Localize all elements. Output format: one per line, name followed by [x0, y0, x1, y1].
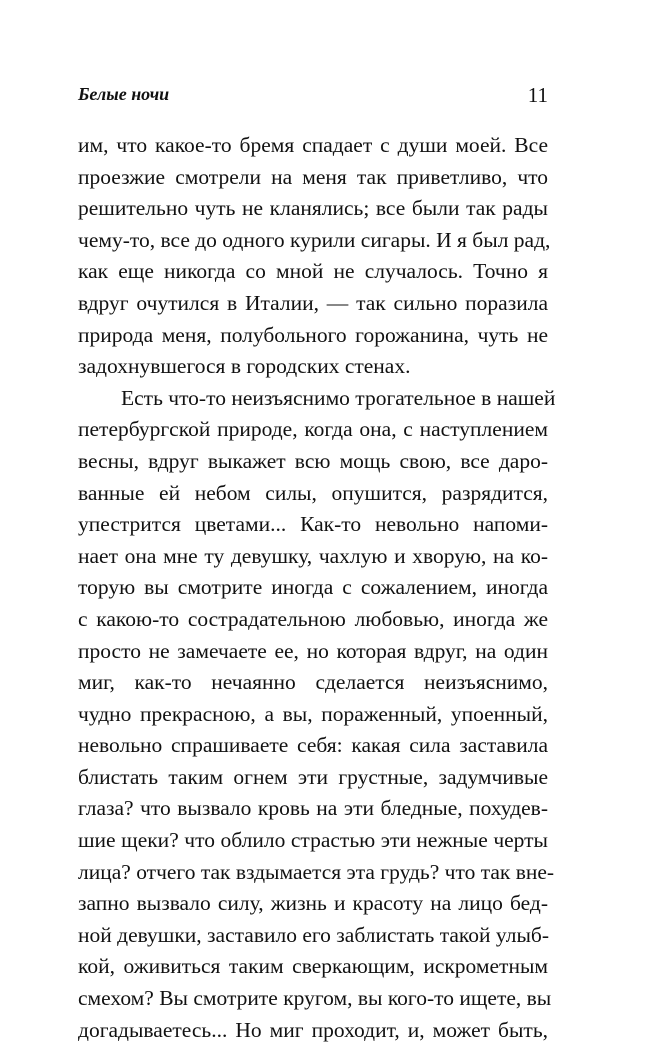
text-line: просто не замечаете ее, но которая вдруг, на один — [78, 638, 548, 663]
text-line: с какою-то сострадательною любовью, иногда же — [78, 606, 548, 631]
text-line: весны, вдруг выкажет всю мощь свою, все даро- — [78, 448, 548, 473]
text-line: вдруг очутился в Италии, — так сильно поразила — [78, 290, 548, 315]
text-line: догадываетесь... Но миг проходит, и, может быть, — [78, 1017, 548, 1042]
text-line: шие щеки? что облило страстью эти нежные черты — [78, 828, 548, 853]
body-text — [78, 130, 556, 1046]
text-line: проезжие смотрели на меня так приветливо, что — [78, 164, 548, 189]
text-line: запно вызвало силу, жизнь и красоту на лицо бед- — [78, 891, 548, 916]
text-line: им, что какое-то бремя спадает с души моей. Все — [78, 133, 548, 157]
text-line: упестрится цветами... Как-то невольно напоми- — [78, 512, 548, 537]
text-line: петербургской природе, когда она, с наступлением — [78, 417, 548, 442]
text-line: глаза? что вызвало кровь на эти бледные, похудев- — [78, 796, 548, 821]
text-line: кой, оживиться таким сверкающим, искрометным — [78, 954, 548, 979]
page-number: 11 — [527, 83, 548, 107]
text-line: решительно чуть не кланялись; все были так рады — [78, 196, 548, 221]
text-line: нает она мне ту девушку, чахлую и хворую, на ко- — [78, 543, 548, 568]
text-line: ной девушки, заставило его заблистать такой улыб- — [78, 922, 549, 947]
paragraph-first-line: Есть что-то неизъяснимо трогательное в нашей — [121, 385, 556, 410]
text-line: смехом? Вы смотрите кругом, вы кого-то ищете, вы — [78, 986, 552, 1011]
text-line: невольно спрашиваете себя: какая сила заставила — [78, 733, 548, 758]
text-line: миг, как-то нечаянно сделается неизъяснимо, — [78, 670, 548, 695]
text-line: задохнувшегося в городских стенах. — [78, 354, 411, 379]
text-line: чему-то, все до одного курили сигары. И я был рад, — [78, 227, 551, 252]
text-line: лица? отчего так вздымается эта грудь? что так вне- — [78, 859, 555, 884]
text-line: природа меня, полубольного горожанина, чуть не — [78, 322, 548, 347]
running-head-title: Белые ночи — [78, 84, 170, 104]
text-line: блистать таким огнем эти грустные, задумчивые — [78, 764, 548, 789]
text-line: ванные ей небом силы, опушится, разрядится, — [78, 480, 548, 505]
text-line: чудно прекрасною, а вы, пораженный, упоенный, — [78, 701, 548, 726]
text-line: торую вы смотрите иногда с сожалением, иногда — [78, 575, 548, 600]
text-line: как еще никогда со мной не случалось. Точно я — [78, 259, 548, 284]
